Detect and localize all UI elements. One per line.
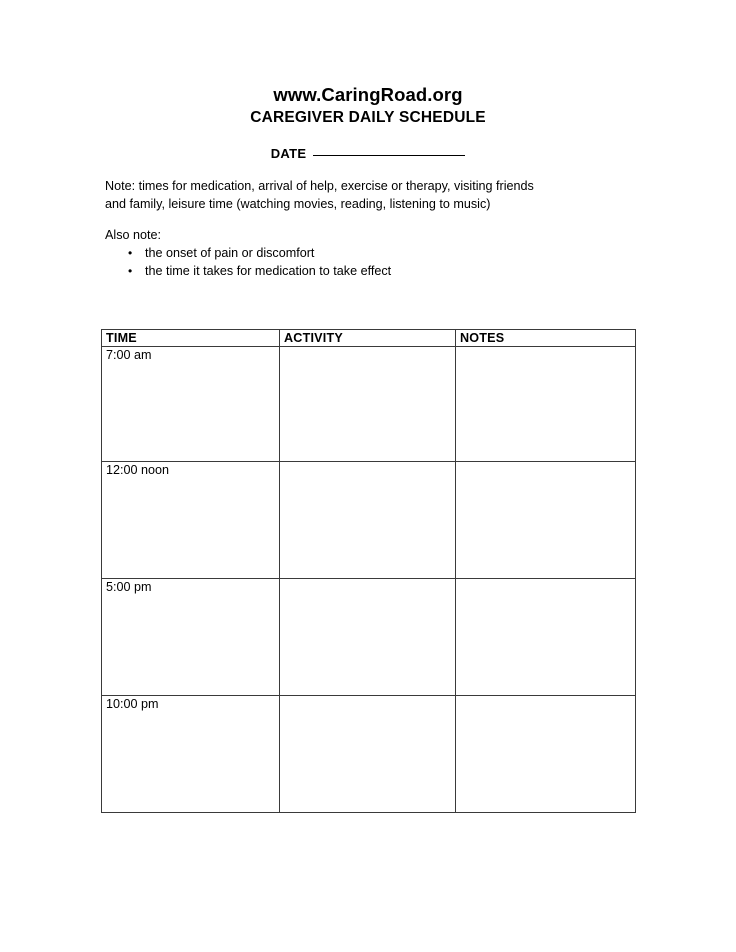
list-item-label: the time it takes for medication to take effect <box>145 263 392 278</box>
list-item <box>105 263 391 281</box>
date-write-in-line[interactable] <box>313 155 465 156</box>
page-title: CAREGIVER DAILY SCHEDULE <box>250 109 486 126</box>
bullet-icon: • <box>128 246 133 260</box>
table-row <box>102 696 636 813</box>
date-field-row <box>0 145 736 163</box>
cell-notes[interactable] <box>456 462 636 579</box>
cell-time: 12:00 noon <box>102 462 280 579</box>
schedule-table <box>101 329 636 813</box>
column-header-activity: ACTIVITY <box>280 330 456 347</box>
document-header <box>0 84 736 128</box>
notes-line-1: Note: times for medication, arrival of help, exercise or therapy, visiting friends <box>105 179 534 193</box>
column-header-time: TIME <box>102 330 280 347</box>
notes-line-2: and family, leisure time (watching movies, reading, listening to music) <box>105 196 491 211</box>
notes-paragraph <box>105 178 605 213</box>
cell-activity[interactable] <box>280 347 456 462</box>
date-label: DATE <box>270 146 307 161</box>
cell-activity[interactable] <box>280 696 456 813</box>
list-item <box>105 245 391 263</box>
column-header-notes: NOTES <box>456 330 636 347</box>
cell-notes[interactable] <box>456 347 636 462</box>
also-note-label: Also note: <box>105 228 162 242</box>
cell-notes[interactable] <box>456 696 636 813</box>
cell-activity[interactable] <box>280 579 456 696</box>
table-header-row <box>102 330 636 347</box>
table-row <box>102 462 636 579</box>
cell-activity[interactable] <box>280 462 456 579</box>
table-row <box>102 347 636 462</box>
also-note-bullet-list <box>105 245 391 280</box>
site-title: www.CaringRoad.org <box>273 84 463 105</box>
cell-time: 10:00 pm <box>102 696 280 813</box>
cell-time: 7:00 am <box>102 347 280 462</box>
bullet-icon: • <box>128 263 133 278</box>
cell-time: 5:00 pm <box>102 579 280 696</box>
list-item-label: the onset of pain or discomfort <box>145 246 315 260</box>
cell-notes[interactable] <box>456 579 636 696</box>
table-row <box>102 579 636 696</box>
